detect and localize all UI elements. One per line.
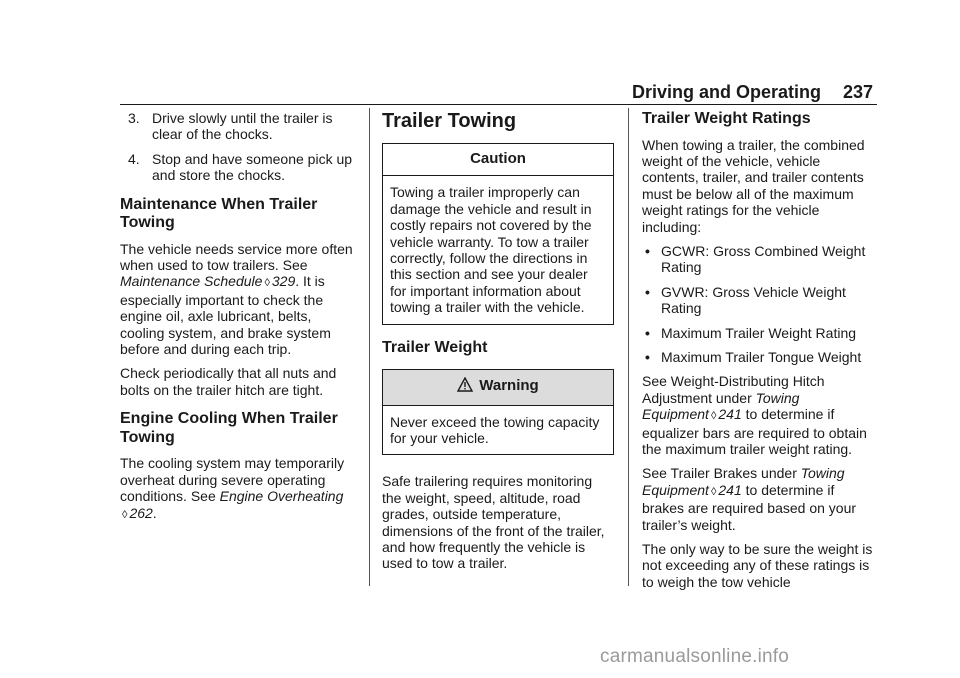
column-divider-1 — [369, 108, 370, 586]
text-run: to determine if brakes are required based on your trailer’s weight. — [642, 481, 857, 533]
list-item — [642, 325, 878, 341]
text-run: to determine if equalizer bars are required to obtain the maximum trailer weight rating. — [642, 406, 867, 457]
warning-label: Warning — [479, 377, 539, 395]
step-list — [120, 110, 356, 184]
watermark: carmanualsonline.info — [600, 646, 790, 667]
column-2 — [382, 110, 614, 580]
text-run: See Trailer Brakes under — [642, 465, 801, 482]
ratings-intro: When towing a trailer, the combined weight of the vehicle, vehicle contents, trailer, and trailer contents must be below all of the maximum weight ratings for the vehicle including: — [642, 136, 865, 235]
engine-overheating-link[interactable]: Engine Overheating — [219, 488, 344, 505]
list-item-text: Maximum Trailer Weight Rating — [661, 324, 857, 341]
step-number: 4. — [128, 150, 140, 167]
step-item — [120, 151, 356, 184]
warning-text: Never exceed the towing capacity for your vehicle. — [390, 413, 600, 446]
page-reference-icon: ◊ — [122, 508, 128, 521]
column-3 — [642, 110, 878, 598]
bullet-icon: • — [645, 242, 650, 259]
text-run: . It is especially important to check the engine oil, axle lubricant, belts, cooling system, and brake system before and during each trip. — [120, 273, 331, 358]
caution-text: Towing a trailer improperly can damage the vehicle and result in costly repairs not covered by the vehicle warranty. To tow a trailer correctly, follow the directions in this section and see your dealer for important information about towing a trailer with the vehicle. — [390, 184, 592, 316]
header-divider — [120, 104, 877, 105]
maintenance-heading: Maintenance When Trailer Towing — [120, 195, 318, 232]
step-item — [120, 110, 356, 143]
page-number: 237 — [843, 82, 874, 102]
page-reference-icon: ◊ — [264, 277, 270, 290]
column-divider-2 — [628, 108, 629, 586]
section-title: Driving and Operating — [632, 82, 822, 102]
column-1 — [120, 110, 356, 531]
towing-equipment-link[interactable]: Towing Equipment — [642, 389, 800, 423]
warning-box — [382, 369, 614, 455]
text-run: The cooling system may temporarily overheat during severe operating conditions. See — [120, 455, 345, 505]
page-reference-icon: ◊ — [710, 485, 717, 498]
caution-label: Caution — [383, 144, 613, 176]
page-ref-number[interactable]: 241 — [718, 406, 742, 423]
warning-header — [383, 370, 613, 405]
hitch-adjustment-paragraph — [642, 373, 878, 457]
trailer-towing-title: Trailer Towing — [382, 110, 517, 132]
maintenance-schedule-link[interactable]: Maintenance Schedule — [120, 273, 263, 290]
list-item-text: GVWR: Gross Vehicle Weight Rating — [661, 283, 846, 317]
step-number: 3. — [128, 110, 140, 126]
ratings-list — [642, 243, 878, 365]
warning-icon — [457, 377, 473, 396]
safe-trailering-paragraph: Safe trailering requires monitoring the weight, speed, altitude, road grades, outside temperature, dimensions of the front of the trailer, and how frequently the vehicle is used to tow a trailer. — [382, 473, 605, 572]
page-ref-number[interactable]: 241 — [718, 481, 742, 498]
maintenance-paragraph — [120, 241, 356, 358]
list-item — [642, 349, 878, 365]
page-ref-number[interactable]: 262 — [129, 504, 153, 521]
text-run: See Weight-Distributing Hitch Adjustment under — [642, 373, 825, 406]
text-run: . — [152, 504, 157, 521]
step-text: Drive slowly until the trailer is clear of the chocks. — [152, 110, 333, 143]
list-item-text: Maximum Trailer Tongue Weight — [661, 348, 862, 365]
weigh-vehicle-paragraph: The only way to be sure the weight is not exceeding any of these ratings is to weigh the tow vehicle — [642, 541, 873, 590]
cooling-paragraph — [120, 455, 356, 523]
step-text: Stop and have someone pick up and store the chocks. — [152, 150, 353, 184]
list-item-text: GCWR: Gross Combined Weight Rating — [661, 242, 866, 276]
bullet-icon: • — [645, 283, 650, 300]
towing-equipment-link[interactable]: Towing Equipment — [642, 465, 845, 498]
bullet-icon: • — [645, 324, 650, 341]
trailer-brakes-paragraph — [642, 465, 878, 533]
trailer-weight-heading: Trailer Weight — [382, 338, 488, 356]
list-item — [642, 284, 878, 317]
hitch-paragraph: Check periodically that all nuts and bolts on the trailer hitch are tight. — [120, 365, 337, 398]
page-ref-number[interactable]: 329 — [271, 273, 296, 290]
page-header — [0, 82, 960, 106]
text-run: The vehicle needs service more often when used to tow trailers. See — [120, 240, 353, 274]
weight-ratings-heading: Trailer Weight Ratings — [642, 110, 811, 127]
list-item — [642, 243, 878, 276]
caution-box — [382, 143, 614, 325]
bullet-icon: • — [645, 348, 650, 365]
cooling-heading: Engine Cooling When Trailer Towing — [120, 410, 338, 446]
page-reference-icon: ◊ — [710, 410, 717, 423]
